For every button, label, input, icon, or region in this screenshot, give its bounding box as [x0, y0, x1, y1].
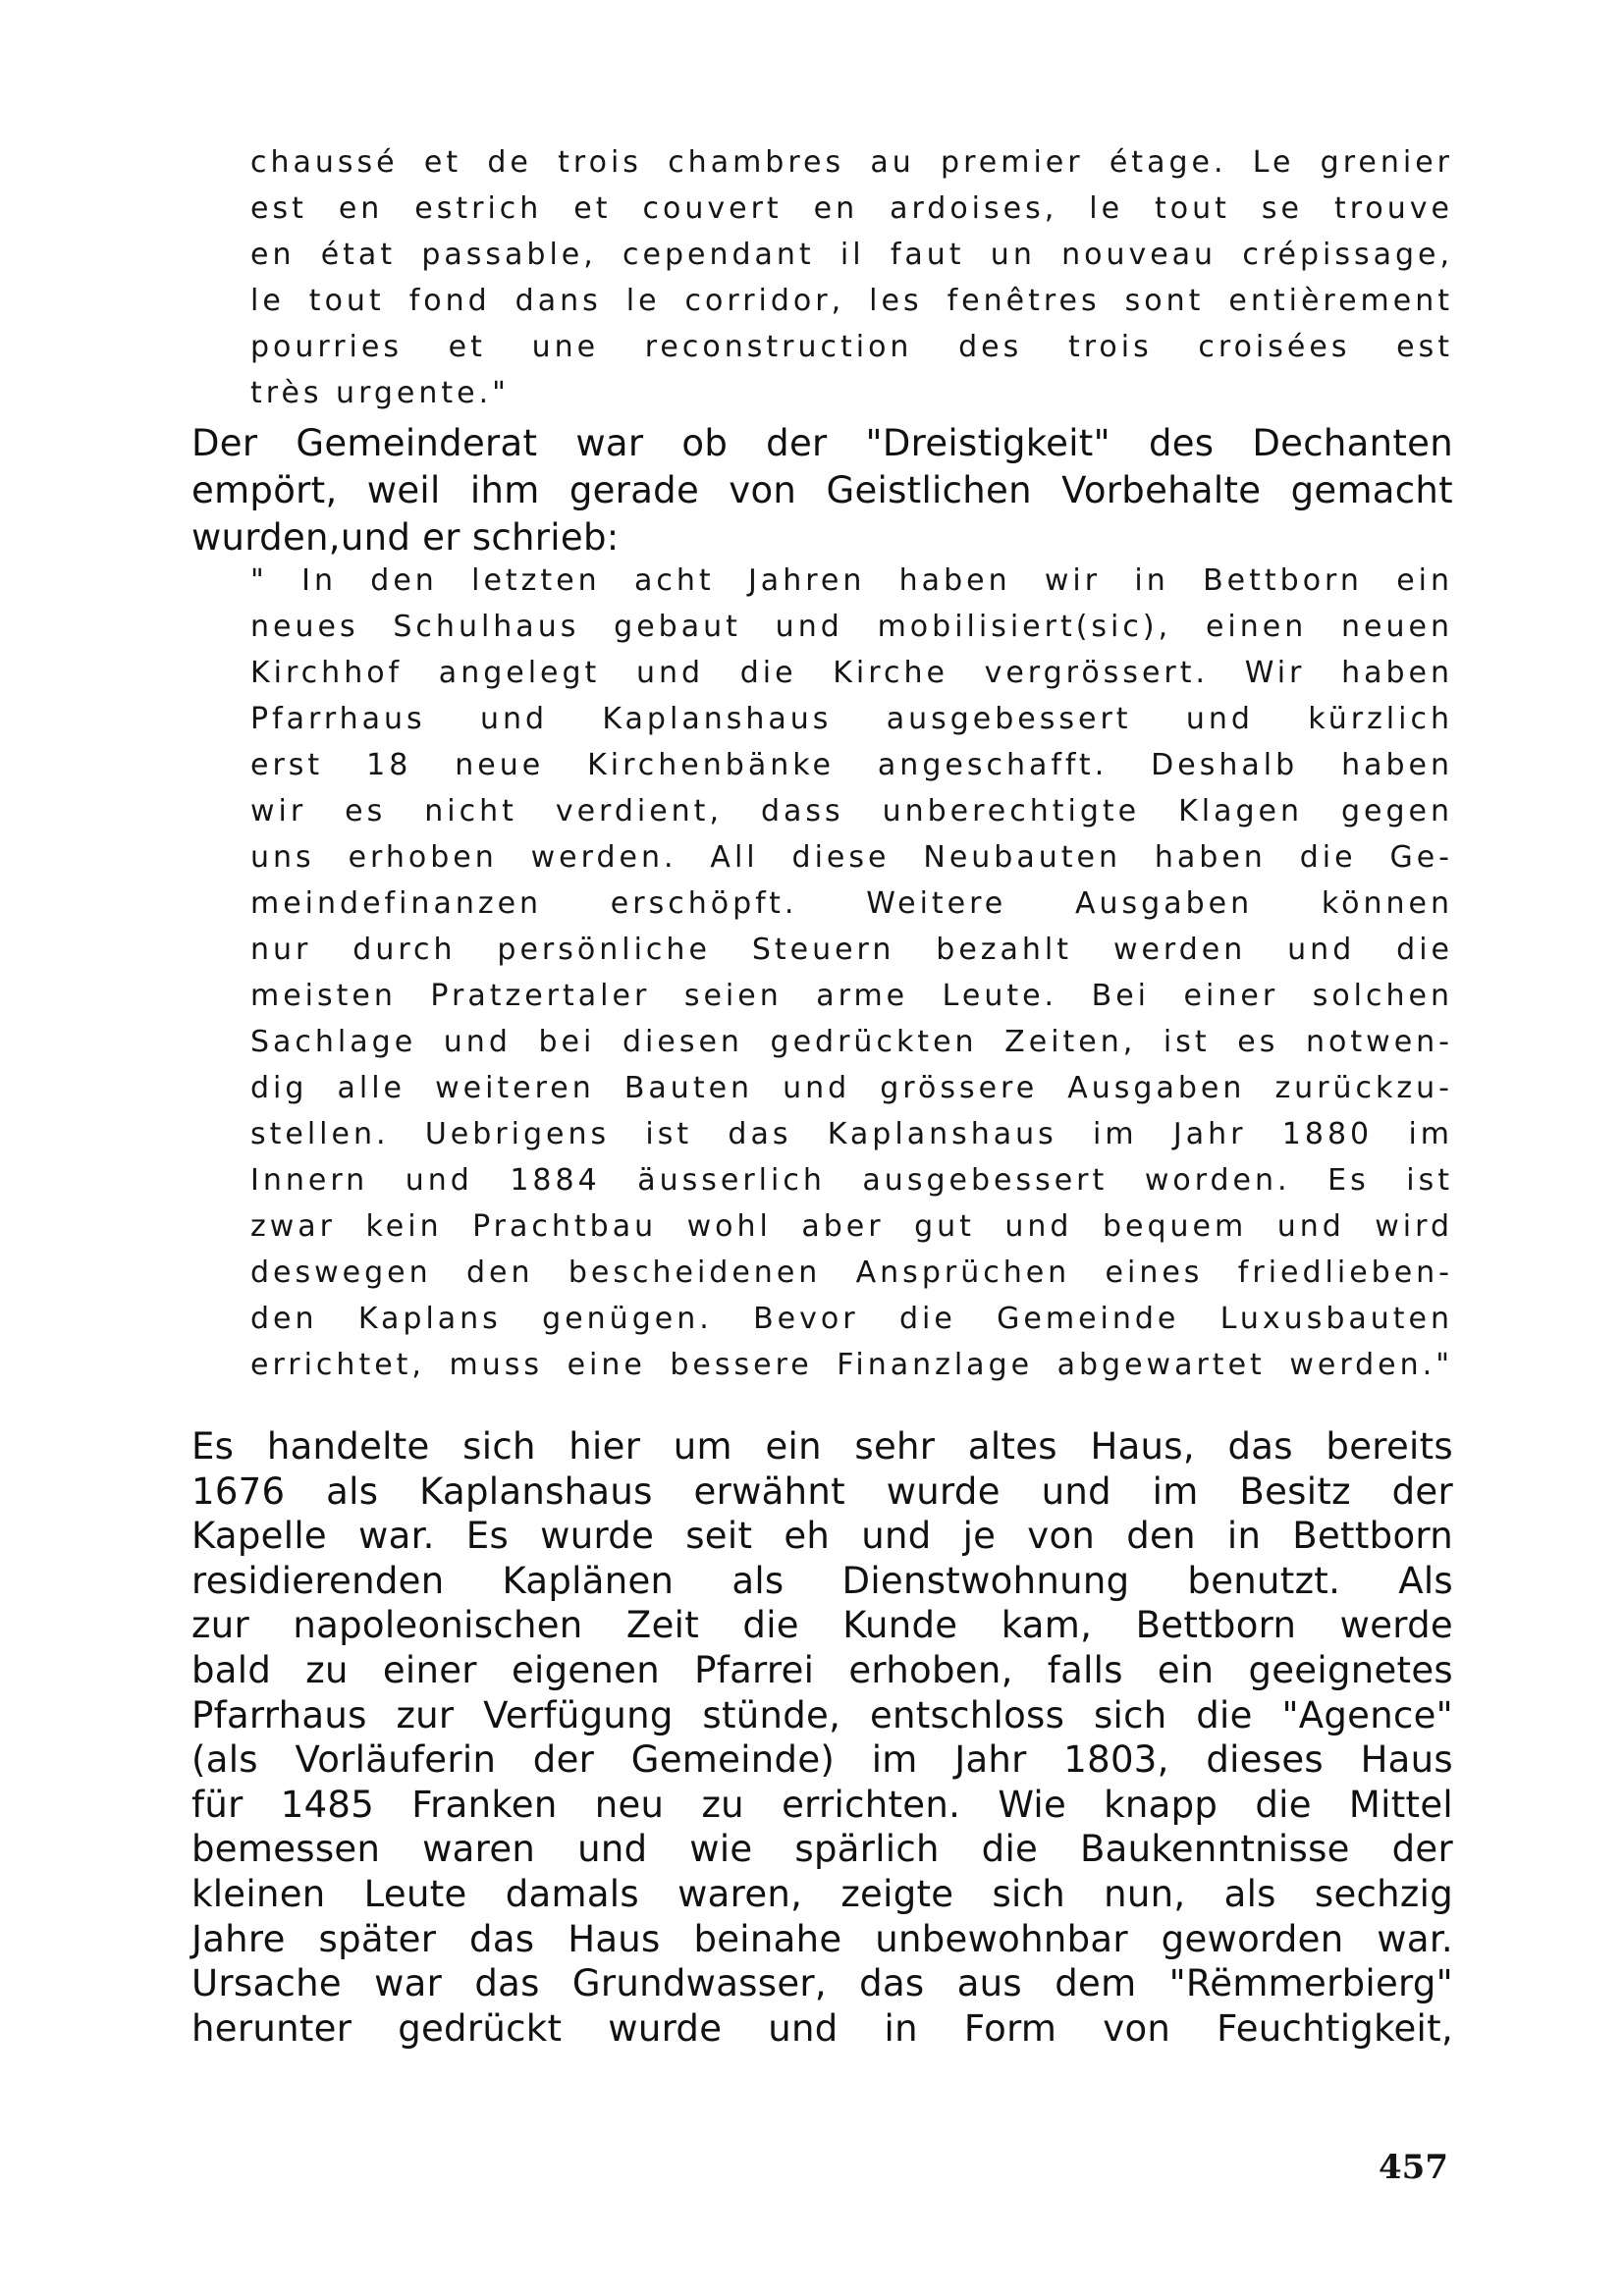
text-line: Pfarrhaus zur Verfügung stünde, entschloss sich die "Agence": [191, 1693, 1453, 1736]
text-line: kleinen Leute damals waren, zeigte sich nun, als sechzig: [191, 1872, 1453, 1915]
text-line: (als Vorläuferin der Gemeinde) im Jahr 1803, dieses Haus: [191, 1738, 1453, 1782]
text-line: erst 18 neue Kirchenbänke angeschafft. Deshalb haben: [250, 748, 1453, 782]
text-line: deswegen den bescheidenen Ansprüchen eines friedlieben-: [250, 1255, 1453, 1290]
text-line: Pfarrhaus und Kaplanshaus ausgebessert und kürzlich: [250, 702, 1453, 736]
text-line: " In den letzten acht Jahren haben wir in Bettborn ein: [250, 563, 1453, 598]
text-line: den Kaplans genügen. Bevor die Gemeinde Luxusbauten: [250, 1302, 1453, 1336]
text-line: Sachlage und bei diesen gedrückten Zeiten, ist es notwen-: [250, 1025, 1453, 1059]
text-line: neues Schulhaus gebaut und mobilisiert(sic), einen neuen: [250, 610, 1453, 644]
text-line: dig alle weiteren Bauten und grössere Ausgaben zurückzu-: [250, 1071, 1453, 1105]
text-line: le tout fond dans le corridor, les fenêtres sont entièrement: [250, 284, 1453, 318]
paragraph-house-history: [191, 1424, 1453, 2051]
text-line: errichtet, muss eine bessere Finanzlage abgewartet werden.": [250, 1348, 1453, 1382]
text-line: uns erhoben werden. All diese Neubauten haben die Ge-: [250, 840, 1453, 875]
text-line: Innern und 1884 äusserlich ausgebessert worden. Es ist: [250, 1163, 1453, 1198]
text-line: Es handelte sich hier um ein sehr altes Haus, das bereits: [191, 1425, 1453, 1468]
text-line: Kapelle war. Es wurde seit eh und je von den in Bettborn: [191, 1515, 1453, 1558]
text-line: wir es nicht verdient, dass unberechtigte Klagen gegen: [250, 794, 1453, 828]
text-line: 1676 als Kaplanshaus erwähnt wurde und im Besitz der: [191, 1469, 1453, 1513]
text-line: herunter gedrückt wurde und in Form von Feuchtigkeit,: [191, 2006, 1453, 2050]
text-line: empört, weil ihm gerade von Geistlichen Vorbehalte gemacht: [191, 469, 1453, 511]
text-line: très urgente.": [250, 376, 510, 410]
text-line: nur durch persönliche Steuern bezahlt werden und die: [250, 933, 1453, 967]
text-line: zwar kein Prachtbau wohl aber gut und bequem und wird: [250, 1209, 1453, 1244]
quote-block-top: [250, 139, 1453, 416]
paragraph-council-intro: [191, 420, 1453, 561]
text-line: residierenden Kaplänen als Dienstwohnung benutzt. Als: [191, 1559, 1453, 1602]
text-line: Jahre später das Haus beinahe unbewohnbar geworden war.: [191, 1917, 1453, 1960]
quote-block-council: [250, 558, 1453, 1388]
text-line: bemessen waren und wie spärlich die Baukenntnisse der: [191, 1828, 1453, 1871]
text-line: Ursache war das Grundwasser, das aus dem "Rëmmerbierg": [191, 1962, 1453, 2005]
text-line: Der Gemeinderat war ob der "Dreistigkeit" des Dechanten: [191, 422, 1453, 464]
text-line: en état passable, cependant il faut un nouveau crépissage,: [250, 238, 1453, 272]
text-line: Kirchhof angelegt und die Kirche vergrössert. Wir haben: [250, 656, 1453, 690]
text-line: meisten Pratzertaler seien arme Leute. Bei einer solchen: [250, 979, 1453, 1013]
text-line: bald zu einer eigenen Pfarrei erhoben, falls ein geeignetes: [191, 1648, 1453, 1691]
page-number: 457: [1379, 2148, 1448, 2187]
text-line: für 1485 Franken neu zu errichten. Wie knapp die Mittel: [191, 1783, 1453, 1826]
text-line: stellen. Uebrigens ist das Kaplanshaus im Jahr 1880 im: [250, 1117, 1453, 1151]
text-line: pourries et une reconstruction des trois croisées est: [250, 330, 1453, 364]
text-line: est en estrich et couvert en ardoises, le tout se trouve: [250, 191, 1453, 226]
text-line: wurden,und er schrieb:: [191, 516, 620, 559]
text-line: chaussé et de trois chambres au premier étage. Le grenier: [250, 145, 1453, 180]
text-line: zur napoleonischen Zeit die Kunde kam, Bettborn werde: [191, 1604, 1453, 1647]
text-line: meindefinanzen erschöpft. Weitere Ausgaben können: [250, 886, 1453, 921]
